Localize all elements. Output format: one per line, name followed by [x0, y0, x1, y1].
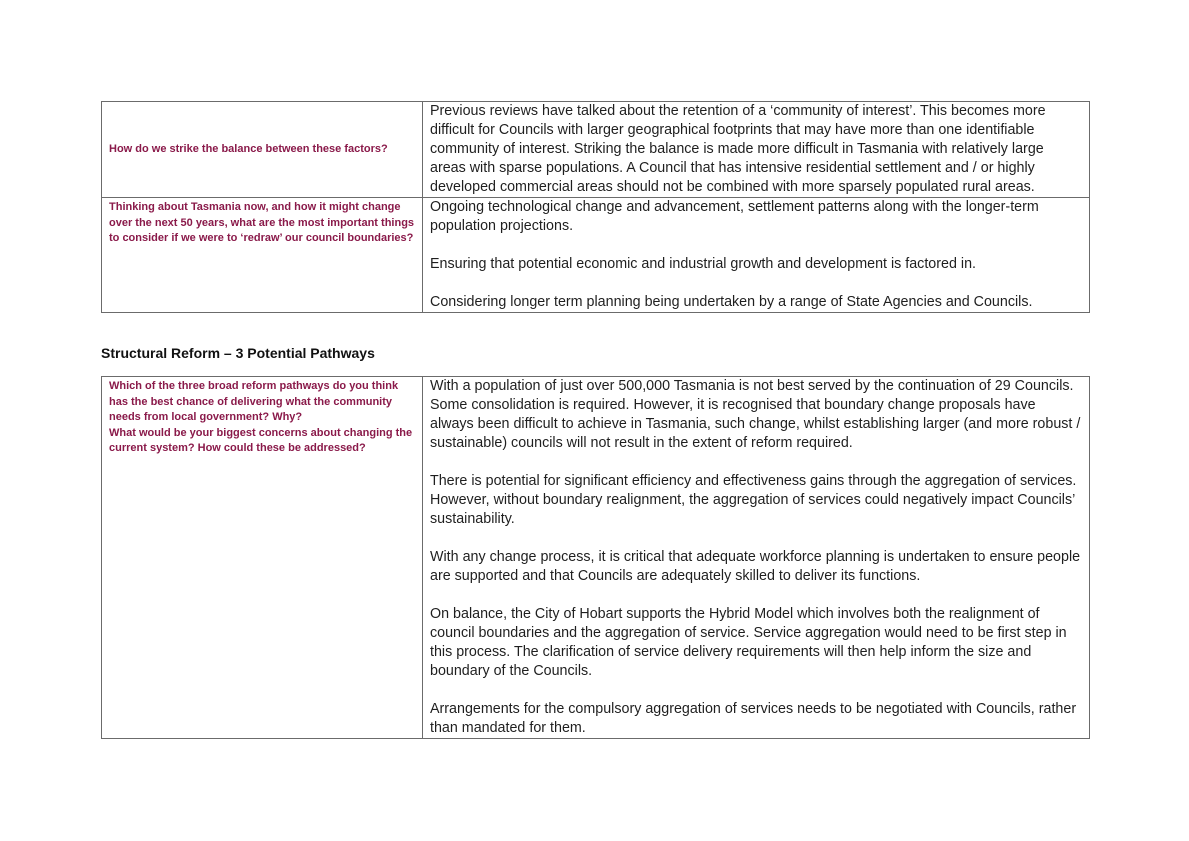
answer-paragraph: Ensuring that potential economic and industrial growth and development is factored in.: [430, 256, 976, 272]
question-line: Which of the three broad reform pathways do you think has the best chance of delivering what the community needs from local government? Why?: [109, 380, 399, 423]
question-text: [102, 377, 422, 457]
answer-paragraph: With any change process, it is critical that adequate workforce planning is undertaken to ensure people are supported and that Councils are adequately skilled to deliver its functions.: [430, 549, 1081, 584]
answer-cell: [423, 198, 1090, 313]
answer-paragraph: Previous reviews have talked about the retention of a ‘community of interest’. This becomes more difficult for Councils with larger geographical footprints that may have more than one identifiable community of interest. Striking the balance is made more difficult in Tasmania with relatively large areas with sparse populations. A Council that has intensive residential settlement and / or highly developed commercial areas should not be combined with more sparsely populated rural areas.: [430, 103, 1046, 195]
section-heading: Structural Reform – 3 Potential Pathways: [101, 345, 375, 361]
table-row: [102, 377, 1090, 739]
question-cell: [102, 102, 423, 198]
answer-text: [423, 198, 1089, 312]
answer-paragraph: Arrangements for the compulsory aggregation of services needs to be negotiated with Councils, rather than mandated for them.: [430, 701, 1077, 736]
answer-cell: [423, 377, 1090, 739]
answer-paragraph: Ongoing technological change and advancement, settlement patterns along with the longer-term population projections.: [430, 199, 1039, 234]
question-cell: [102, 377, 423, 739]
question-text: How do we strike the balance between these factors?: [109, 142, 388, 155]
consultation-table-2: [101, 376, 1090, 739]
answer-paragraph: With a population of just over 500,000 Tasmania is not best served by the continuation of 29 Councils. Some consolidation is required. However, it is recognised that boundary change proposals have always been difficult to achieve in Tasmania, such change, whilst establishing larger (and more robust / sustainable) councils will not result in the extent of reform required.: [430, 378, 1081, 451]
answer-cell: [423, 102, 1090, 198]
question-cell: [102, 198, 423, 313]
question-text: Thinking about Tasmania now, and how it might change over the next 50 years, what are the most important things to consider if we were to ‘redraw’ our council boundaries?: [109, 201, 415, 244]
consultation-table-1: [101, 101, 1090, 313]
table-row: [102, 102, 1090, 198]
question-line: What would be your biggest concerns about changing the current system? How could these be addressed?: [109, 426, 413, 454]
answer-paragraph: There is potential for significant efficiency and effectiveness gains through the aggregation of services. However, without boundary realignment, the aggregation of services could negatively impact Councils’ sustainability.: [430, 473, 1077, 527]
table-row: [102, 198, 1090, 313]
answer-paragraph: Considering longer term planning being undertaken by a range of State Agencies and Councils.: [430, 294, 1033, 310]
answer-paragraph: On balance, the City of Hobart supports the Hybrid Model which involves both the realignment of council boundaries and the aggregation of service. Service aggregation would need to be first step in this process. The clarification of service delivery requirements will then help inform the size and boundary of the Councils.: [430, 606, 1067, 679]
answer-text: [423, 102, 1089, 197]
answer-text: [423, 377, 1089, 738]
